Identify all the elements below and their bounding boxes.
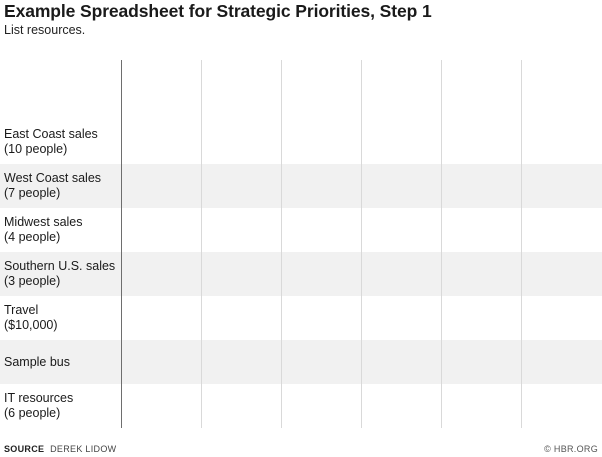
column-gridline	[201, 60, 202, 428]
column-gridline	[361, 60, 362, 428]
page-title: Example Spreadsheet for Strategic Priorities, Step 1	[4, 1, 432, 21]
row-label-name: Travel	[4, 303, 39, 317]
label-column-divider	[121, 60, 122, 428]
row-label-detail: (6 people)	[4, 406, 61, 420]
row-label-name: IT resources	[4, 391, 74, 405]
column-gridline	[521, 60, 522, 428]
table-row	[0, 120, 602, 164]
row-label-name: Sample bus	[4, 354, 71, 369]
table-row	[0, 340, 602, 384]
row-label-detail: (10 people)	[4, 142, 68, 156]
row-label-name: Southern U.S. sales	[4, 259, 116, 273]
row-label-name: East Coast sales	[4, 127, 98, 141]
table-row	[0, 208, 602, 252]
row-label	[4, 208, 118, 252]
table-row	[0, 384, 602, 428]
row-label-detail: (3 people)	[4, 274, 61, 288]
table-row	[0, 252, 602, 296]
source-label: SOURCE	[4, 444, 45, 454]
row-label-detail: (7 people)	[4, 186, 61, 200]
page-subtitle: List resources.	[4, 23, 86, 37]
resource-spreadsheet	[0, 60, 602, 428]
row-label	[4, 120, 118, 164]
row-label	[4, 252, 118, 296]
source-name: DEREK LIDOW	[50, 444, 117, 454]
row-label-detail: ($10,000)	[4, 318, 58, 332]
column-gridline	[441, 60, 442, 428]
table-row	[0, 164, 602, 208]
row-label-name: West Coast sales	[4, 171, 102, 185]
column-gridline	[281, 60, 282, 428]
table-row	[0, 296, 602, 340]
row-label	[4, 384, 118, 428]
row-label	[4, 296, 118, 340]
row-label	[4, 164, 118, 208]
row-label-name: Midwest sales	[4, 215, 83, 229]
source-credit	[4, 444, 116, 454]
row-label	[4, 340, 118, 384]
row-label-detail: (4 people)	[4, 230, 61, 244]
copyright-credit: © HBR.ORG	[544, 444, 598, 454]
